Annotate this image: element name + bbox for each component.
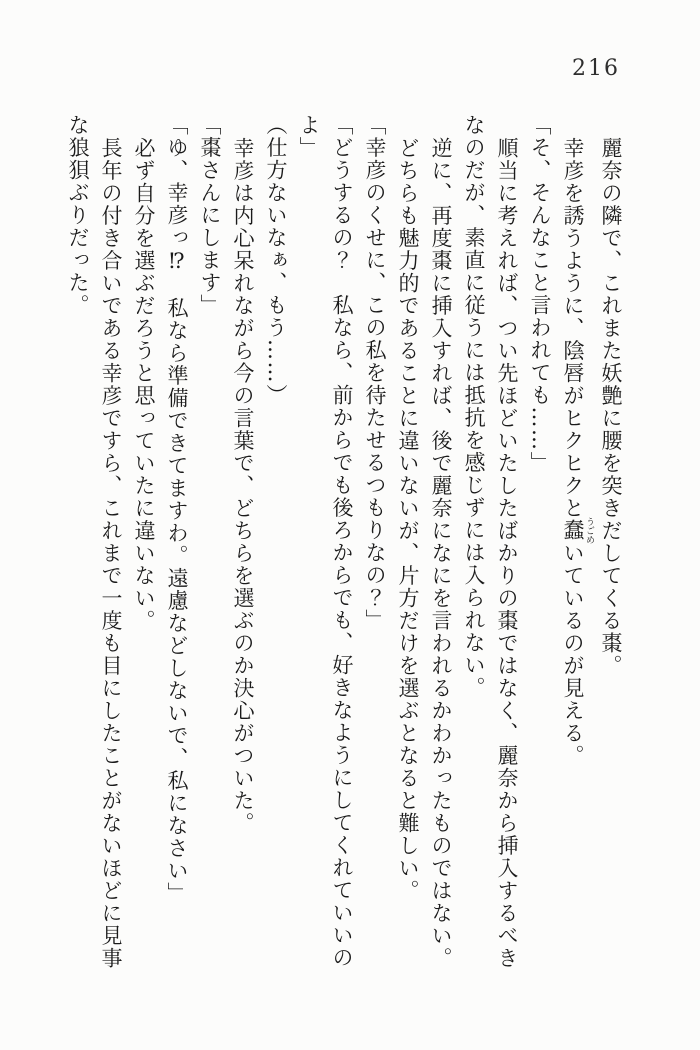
text-line-6: 逆に、再度棗に挿入すれば、後で麗奈になにを言われるかわかったものではない。 (429, 136, 453, 969)
page-number: 216 (572, 56, 620, 81)
text-line-2: 幸彦を誘うように、陰唇がヒクヒクと蠢 うごめいているのが見える。 (561, 136, 594, 767)
text-line-10: よ」 (297, 114, 321, 159)
text-line-12: 幸彦は内心呆れながら今の言葉で、どちらを選ぶのか決心がついた。 (231, 136, 255, 834)
text-line-3: 「そ、そんなこと言われても……」 (528, 114, 552, 474)
text-line-16: 長年の付き合いである幸彦ですら、これまで一度も目にしたことがないほどに見事 (99, 136, 123, 969)
text-line-9: 「どうするの？ 私なら、前からでも後ろからでも、好きなようにしてくれていいの (330, 114, 354, 969)
text-line-7: どちらも魅力的であることに違いないが、片方だけを選ぶとなると難しい。 (396, 136, 420, 902)
text-line-1: 麗奈の隣で、これまた妖艶に腰を突きだしてくる棗。 (599, 136, 623, 677)
text-line-8: 「幸彦のくせに、この私を待たせるつもりなの？」 (363, 114, 387, 632)
text-line-14: 「ゆ、幸彦っ⁉ 私なら準備できてますわ。遠慮などしないで、私になさい」 (165, 114, 189, 905)
ruby-annotation: 蠢 うごめ (561, 516, 594, 544)
text-line-17: な狼狽ぶりだった。 (66, 114, 90, 317)
text-line-5: なのだが、素直に従うには抵抗を感じずには入られない。 (462, 114, 486, 699)
body-text (61, 114, 627, 972)
text-line-15: 必ず自分を選ぶだろうと思っていたに違いない。 (132, 136, 156, 632)
text-line-13: 「棗さんにします」 (198, 114, 222, 317)
text-line-4: 順当に考えれば、つい先ほどいたしたばかりの棗ではなく、麗奈から挿入するべき (495, 136, 519, 969)
text-line-11: （仕方ないなぁ、もう……） (264, 114, 288, 407)
